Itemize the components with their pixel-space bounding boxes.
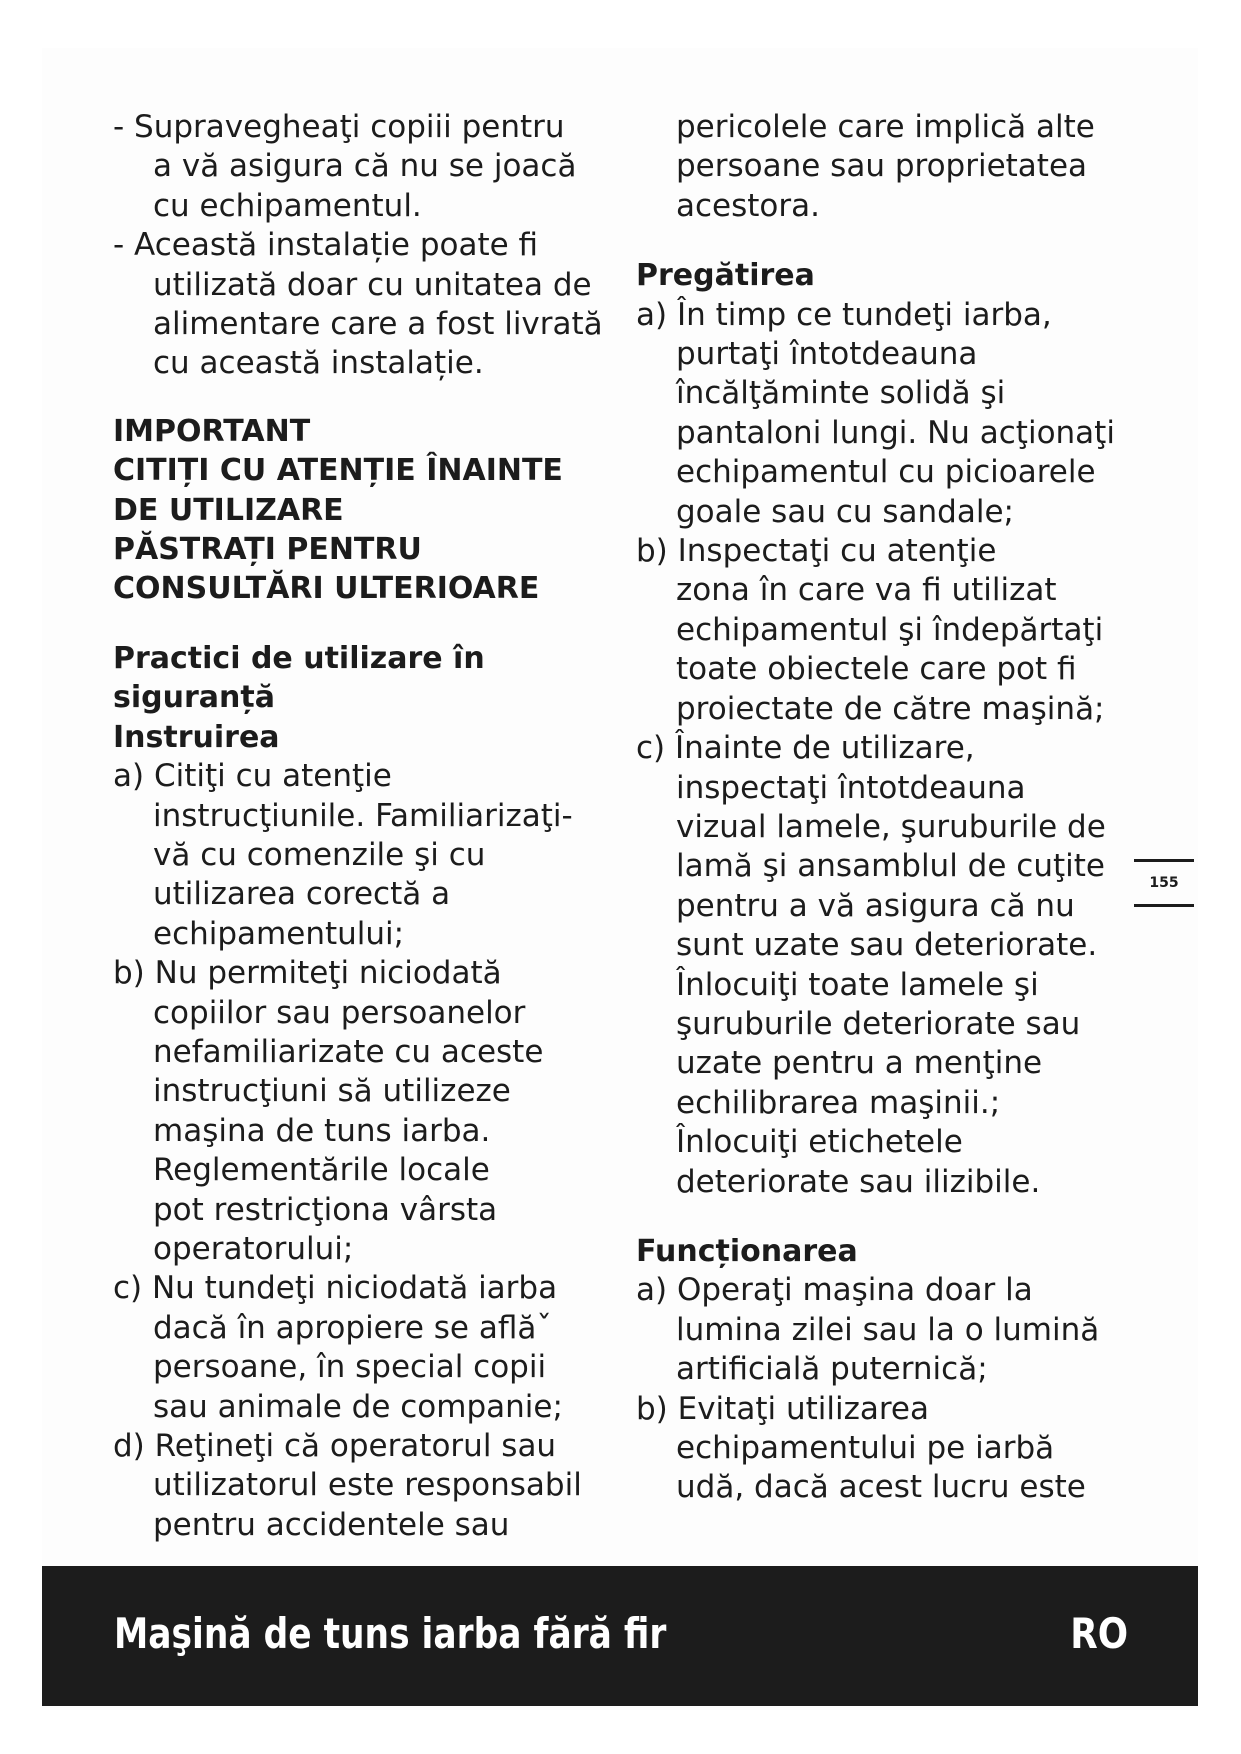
list-item: [636, 1271, 1156, 1389]
text-line: udă, dacă acest lucru este: [676, 1469, 1086, 1506]
text-line: deteriorate sau ilizibile.: [676, 1163, 1041, 1200]
text-line: utilizarea corectă a: [153, 876, 451, 913]
operation-title: Funcționarea: [636, 1233, 858, 1269]
text-line: instrucţiuni să utilizeze: [153, 1073, 511, 1110]
text-line: încălţăminte solidă şi: [676, 375, 1006, 412]
text-line: echipamentului;: [153, 915, 405, 952]
text-line: persoane sau proprietatea: [676, 148, 1088, 185]
page-number: 155: [1134, 859, 1194, 907]
list-item: [113, 757, 633, 954]
right-column: [636, 108, 1156, 1508]
text-line: b) Inspectaţi cu atenţie: [636, 533, 997, 570]
text-line: dacă în apropiere se aflăˇ: [153, 1309, 552, 1346]
text-line: pantaloni lungi. Nu acţionaţi: [676, 414, 1115, 451]
important-line: PĂSTRAȚI PENTRU: [113, 532, 422, 568]
text-line: - Supravegheaţi copiii pentru: [113, 109, 565, 145]
important-line: IMPORTANT: [113, 413, 311, 449]
text-line: operatorului;: [153, 1230, 354, 1267]
bullet-item: [113, 108, 633, 226]
footer-title: Maşină de tuns iarba fără fir: [114, 1609, 667, 1658]
text-line: b) Nu permiteţi niciodată: [113, 955, 502, 992]
text-line: vă cu comenzile şi cu: [153, 836, 486, 873]
text-line: Reglementările locale: [153, 1152, 490, 1189]
text-line: lamă şi ansamblul de cuţite: [676, 848, 1105, 885]
important-line: DE UTILIZARE: [113, 492, 344, 528]
text-line: purtaţi întotdeauna: [676, 336, 978, 373]
text-line: a) Citiţi cu atenţie: [113, 758, 392, 795]
text-line: pentru a vă asigura că nu: [676, 887, 1075, 924]
text-line: Înlocuiţi etichetele: [676, 1124, 963, 1161]
text-line: utilizatorul este responsabil: [153, 1467, 582, 1504]
text-line: persoane, în special copii: [153, 1349, 547, 1386]
text-line: acestora.: [676, 187, 820, 224]
section-title: siguranță: [113, 680, 275, 716]
list-item: [113, 1269, 633, 1427]
text-line: artificială puternică;: [676, 1351, 988, 1388]
text-line: pentru accidentele sau: [153, 1506, 510, 1543]
text-line: zona în care va fi utilizat: [676, 572, 1057, 609]
preparation-title: Pregătirea: [636, 258, 815, 294]
text-line: cu echipamentul.: [153, 187, 422, 224]
text-line: - Această instalație poate fi: [113, 227, 539, 264]
subsection-title: Instruirea: [113, 719, 280, 755]
left-column: [113, 108, 633, 1545]
important-line: CONSULTĂRI ULTERIOARE: [113, 571, 540, 607]
text-line: inspectaţi întotdeauna: [676, 769, 1026, 806]
text-line: echipamentului pe iarbă: [676, 1430, 1055, 1466]
text-line: vizual lamele, şuruburile de: [676, 808, 1106, 845]
list-item: [113, 1427, 633, 1545]
text-line: pot restricţiona vârsta: [153, 1191, 498, 1228]
language-code: RO: [1070, 1609, 1128, 1658]
text-line: echipamentul cu picioarele: [676, 454, 1096, 491]
list-item: [636, 1390, 1156, 1508]
text-line: b) Evitaţi utilizarea: [636, 1390, 929, 1427]
text-line: cu această instalație.: [153, 345, 484, 382]
text-line: c) Înainte de utilizare,: [636, 730, 975, 767]
list-item: [636, 296, 1156, 532]
text-line: sau animale de companie;: [153, 1388, 563, 1425]
instruction-list: [113, 757, 633, 1545]
text-line: goale sau cu sandale;: [676, 493, 1014, 530]
list-item: [636, 729, 1156, 1202]
bullet-item: [113, 226, 633, 384]
text-line: maşina de tuns iarba.: [153, 1112, 491, 1149]
text-line: sunt uzate sau deteriorate.: [676, 927, 1098, 964]
text-line: lumina zilei sau la o lumină: [676, 1311, 1100, 1348]
continuation-text: [636, 108, 1156, 226]
text-line: pericolele care implică alte: [676, 109, 1095, 145]
text-line: copiilor sau persoanelor: [153, 994, 526, 1031]
text-line: d) Reţineţi că operatorul sau: [113, 1428, 557, 1464]
preparation-list: [636, 296, 1156, 1202]
section-title: Practici de utilizare în: [113, 640, 485, 676]
text-line: c) Nu tundeţi niciodată iarba: [113, 1270, 558, 1307]
list-item: [113, 954, 633, 1269]
text-line: echipamentul şi îndepărtaţi: [676, 611, 1104, 648]
text-line: şuruburile deteriorate sau: [676, 1005, 1081, 1042]
text-line: nefamiliarizate cu aceste: [153, 1033, 544, 1070]
text-line: a vă asigura că nu se joacă: [153, 148, 577, 185]
text-line: alimentare care a fost livrată: [153, 306, 603, 343]
text-line: utilizată doar cu unitatea de: [153, 266, 592, 303]
important-line: CITIȚI CU ATENȚIE ÎNAINTE: [113, 453, 563, 489]
text-line: uzate pentru a menţine: [676, 1045, 1043, 1082]
text-line: Înlocuiţi toate lamele şi: [676, 966, 1039, 1003]
text-line: a) În timp ce tundeţi iarba,: [636, 296, 1052, 333]
text-line: echilibrarea maşinii.;: [676, 1084, 1001, 1121]
bullet-list: [113, 108, 633, 384]
text-line: instrucţiunile. Familiarizaţi-: [153, 797, 573, 834]
text-line: a) Operaţi maşina doar la: [636, 1272, 1033, 1309]
operation-list: [636, 1271, 1156, 1507]
list-item: [636, 532, 1156, 729]
text-line: toate obiectele care pot fi: [676, 651, 1077, 688]
footer-bar: [42, 1566, 1198, 1706]
text-line: proiectate de către maşină;: [676, 690, 1105, 727]
important-notice: [113, 412, 633, 609]
